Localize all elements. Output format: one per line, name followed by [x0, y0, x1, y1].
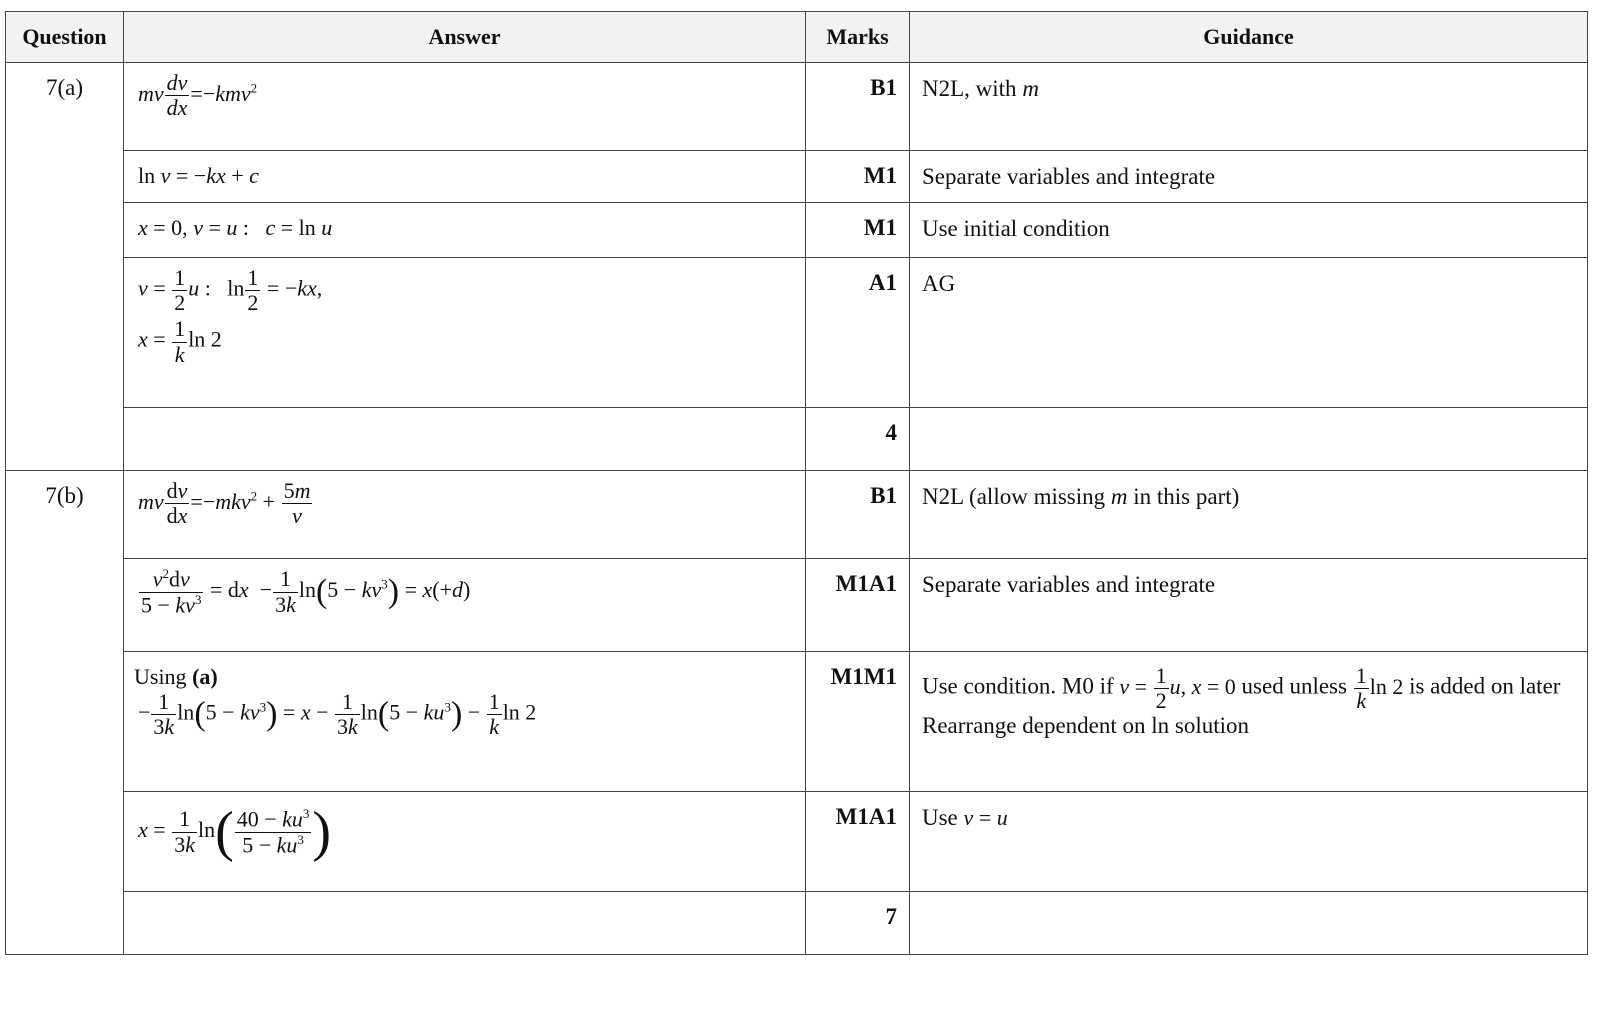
math-expression: ln v = −kx + c: [138, 163, 259, 188]
mark-cell: M1M1: [806, 652, 910, 792]
table-row: [6, 151, 1588, 203]
answer-cell: [124, 151, 806, 203]
table-row: [6, 792, 1588, 892]
header-marks: Marks: [806, 12, 910, 63]
guidance-cell: Use v = u: [910, 792, 1588, 892]
math-expression: x = $\frac{1}{3k}$ ln( $\frac{40 - ku^3}{5 - ku^3}$ ): [138, 801, 332, 863]
mark-cell: M1A1: [806, 792, 910, 892]
mark-cell: M1: [806, 203, 910, 258]
math-expression: − $\frac{1}{3k}$ $\ln(5 - kv^3) = x$ − $\frac{1}{3k}$ $\ln(5 - ku^3)$ − $\frac{1}{k}$ ln 2: [138, 689, 537, 740]
header-row: [6, 12, 1588, 63]
guidance-cell: Use condition. M0 if v = $\frac{1}{2}$ u, x = 0 used unless $\frac{1}{k}$ ln 2 is added on later Rearrange dependent on ln solution: [910, 652, 1588, 792]
table-row: [6, 63, 1588, 151]
total-mark: 4: [806, 408, 910, 471]
answer-cell: Using (a) − $\frac{1}{3k}$ $\ln(5 - kv^3) = x$ − $\frac{1}{3k}$ $\ln(5 - ku^3)$ − $\frac{1}{k}$ ln 2: [124, 652, 806, 792]
answer-cell: [124, 471, 806, 559]
header-question: Question: [6, 12, 124, 63]
guidance-cell: [910, 408, 1588, 471]
table-row: [6, 471, 1588, 559]
guidance-cell: [910, 892, 1588, 955]
math-expression: mv $\frac{dv}{dx}$ =−mkv$^2$ + $\frac{5m}{v}$: [138, 478, 311, 529]
answer-cell: [124, 408, 806, 471]
answer-cell: [124, 258, 806, 408]
table-row: [6, 652, 1588, 792]
math-expression: x = $\frac{1}{k}$ ln 2: [138, 316, 222, 367]
math-expression: mv $\frac{dv}{dx}$ =−kmv$^2$: [138, 70, 258, 121]
header-answer: Answer: [124, 12, 806, 63]
header-guidance: Guidance: [910, 12, 1588, 63]
table-row: [6, 559, 1588, 652]
answer-cell: [124, 559, 806, 652]
guidance-cell: AG: [910, 258, 1588, 408]
guidance-cell: N2L (allow missing m in this part): [910, 471, 1588, 559]
answer-cell: [124, 203, 806, 258]
answer-cell: [124, 892, 806, 955]
mark-cell: M1A1: [806, 559, 910, 652]
guidance-cell: Separate variables and integrate: [910, 559, 1588, 652]
guidance-cell: N2L, with m: [910, 63, 1588, 151]
math-expression: x = 0, v = u : c = ln u: [138, 215, 333, 240]
math-expression: v = $\frac{1}{2}$ u : ln $\frac{1}{2}$ = −kx,: [138, 265, 323, 316]
mark-cell: M1: [806, 151, 910, 203]
question-label: 7(b): [6, 471, 124, 955]
table-row: [6, 258, 1588, 408]
answer-cell: [124, 63, 806, 151]
mark-cell: A1: [806, 258, 910, 408]
total-row: [6, 408, 1588, 471]
total-row: [6, 892, 1588, 955]
guidance-cell: Separate variables and integrate: [910, 151, 1588, 203]
total-mark: 7: [806, 892, 910, 955]
mark-cell: B1: [806, 471, 910, 559]
table-row: [6, 203, 1588, 258]
question-label: 7(a): [6, 63, 124, 471]
math-expression: $\frac{v^2dv}{5 - kv^3}$ = dx − $\frac{1}{3k}$ $\ln(5 - kv^3) = x(+d)$: [141, 566, 471, 617]
answer-cell: [124, 792, 806, 892]
mark-cell: B1: [806, 63, 910, 151]
mark-scheme-table: [5, 11, 1588, 955]
guidance-cell: Use initial condition: [910, 203, 1588, 258]
